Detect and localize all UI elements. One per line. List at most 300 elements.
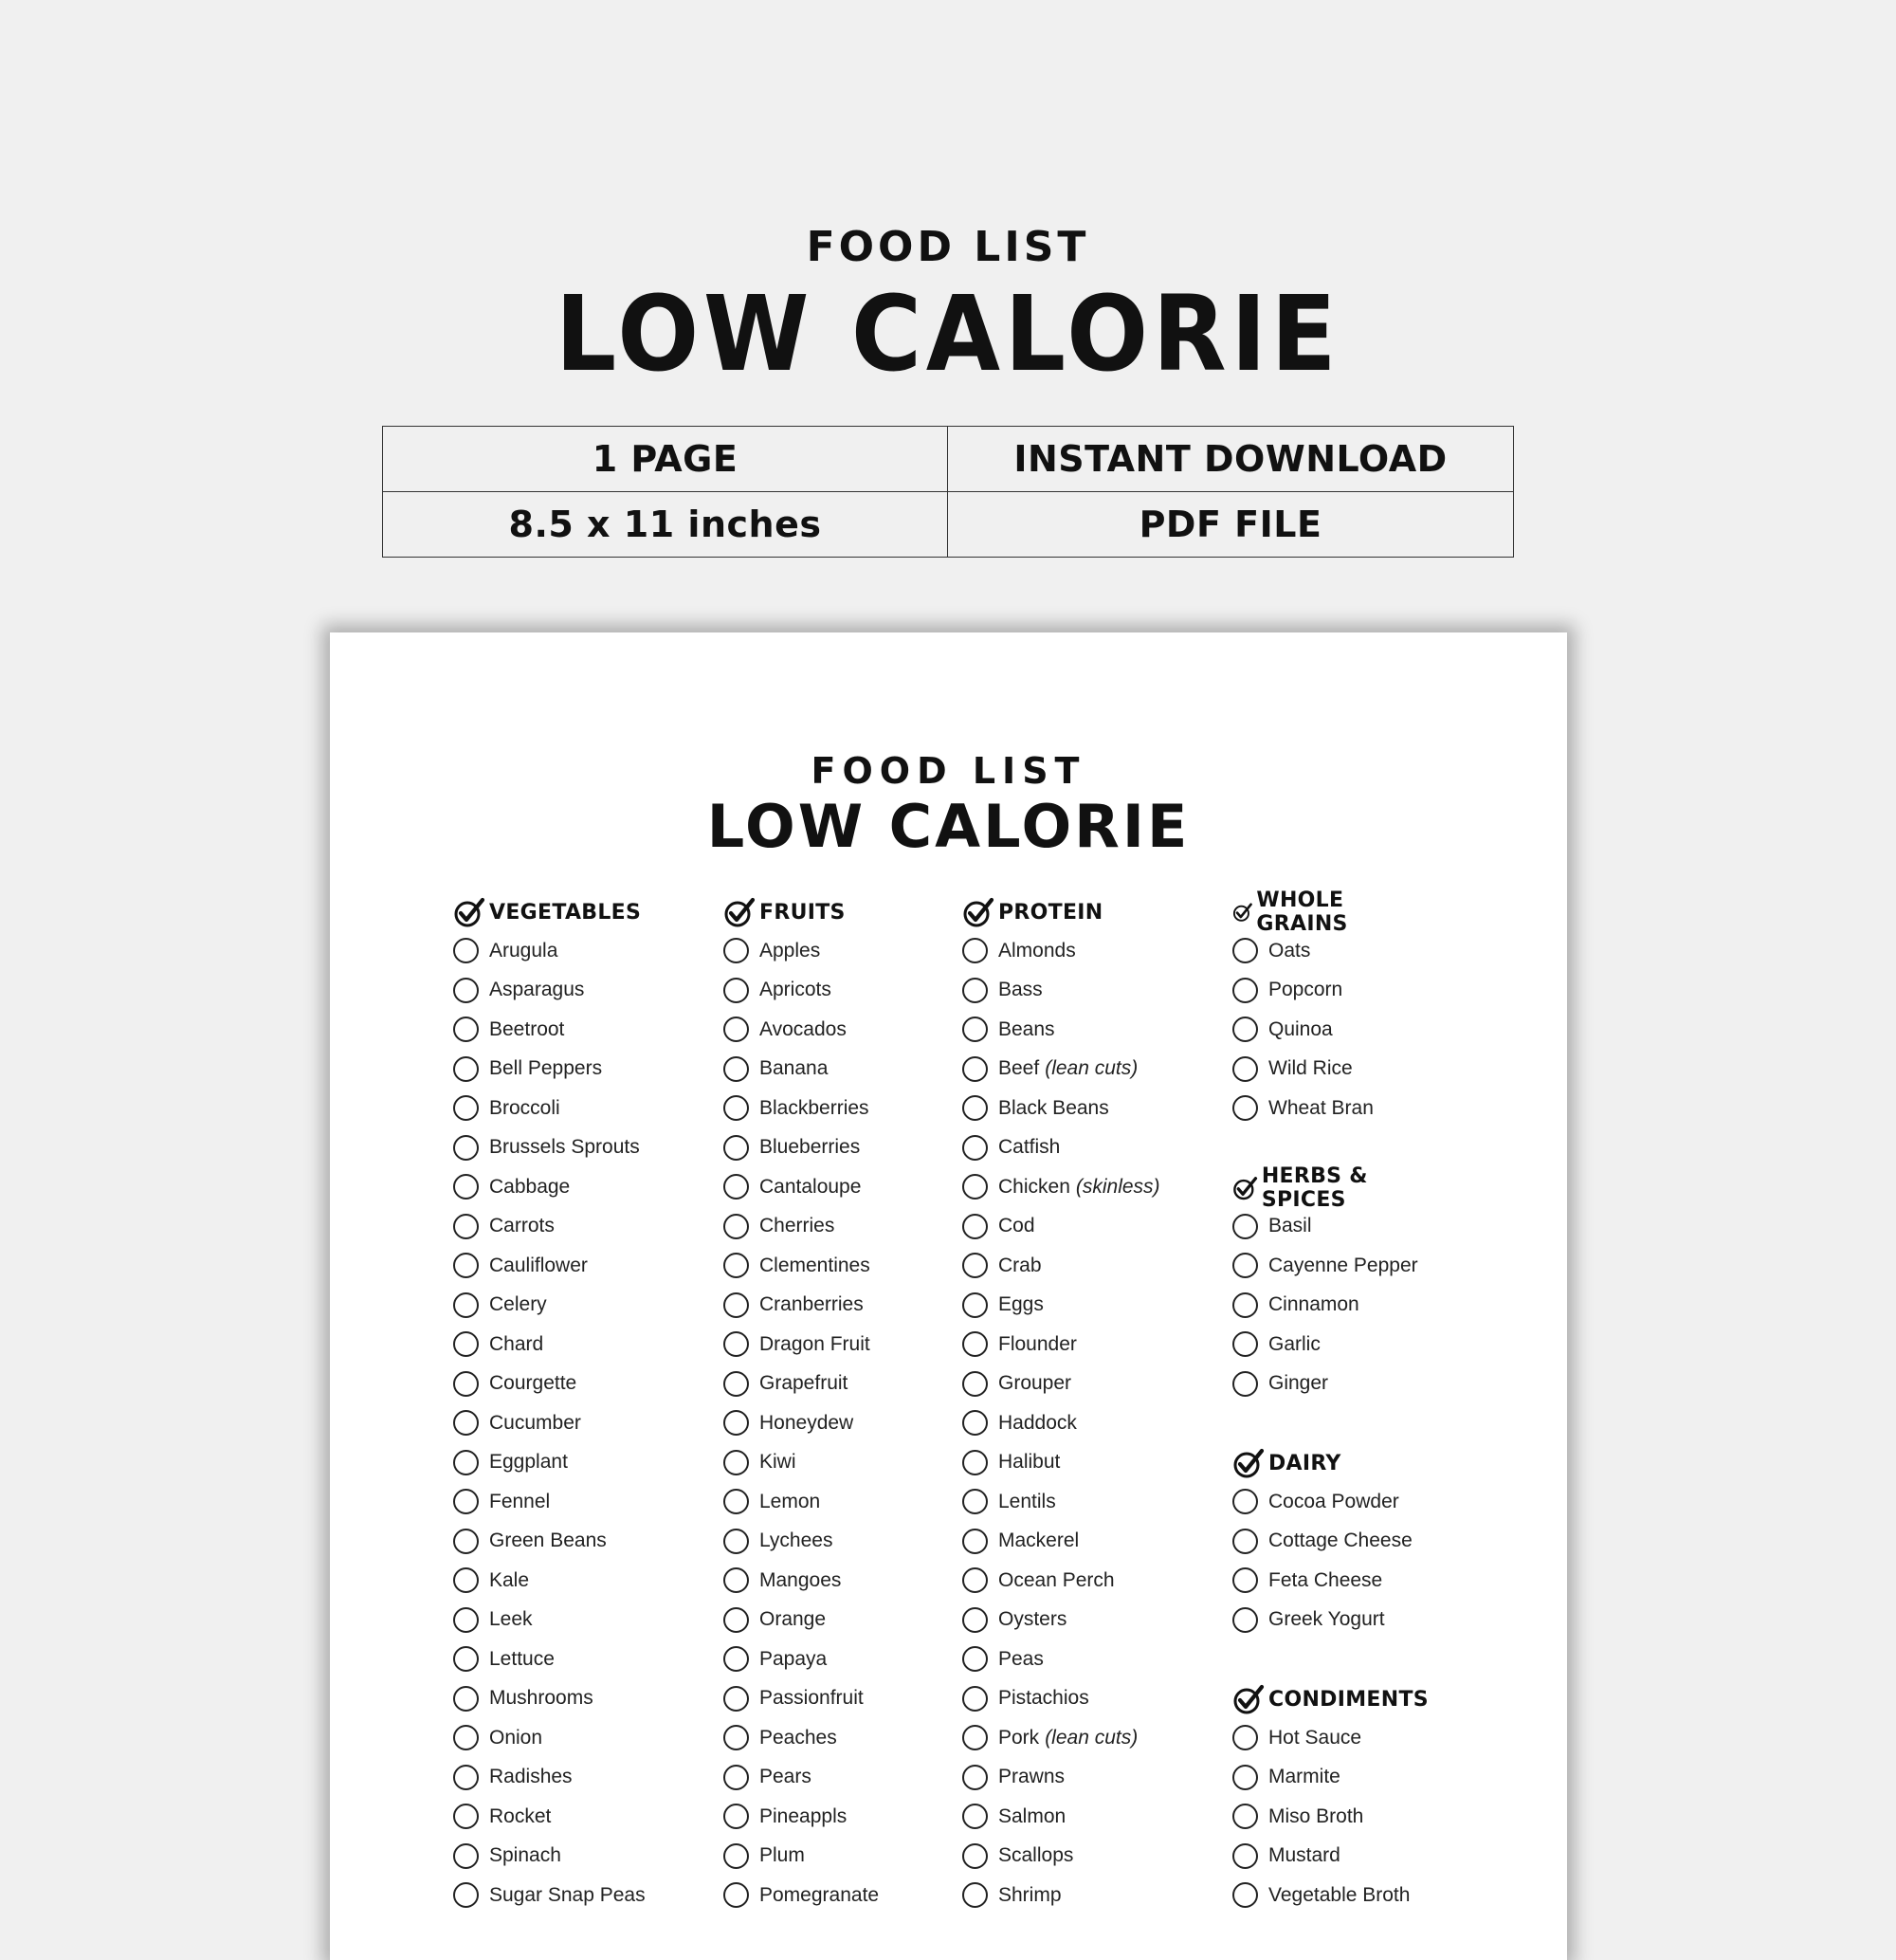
item-label: Orange: [759, 1608, 827, 1631]
info-cell-download: INSTANT DOWNLOAD: [948, 427, 1513, 492]
empty-checkbox-icon[interactable]: [962, 1331, 988, 1357]
item-label: Cod: [998, 1215, 1035, 1237]
checklist-item[interactable]: [453, 1639, 646, 1679]
checklist-item[interactable]: [1232, 1050, 1374, 1090]
empty-checkbox-icon[interactable]: [453, 1489, 479, 1514]
item-label: Mustard: [1268, 1844, 1340, 1867]
section-title: FRUITS: [759, 900, 846, 925]
empty-checkbox-icon[interactable]: [962, 978, 988, 1003]
item-label: Cherries: [759, 1215, 835, 1237]
empty-checkbox-icon[interactable]: [453, 1371, 479, 1397]
empty-checkbox-icon[interactable]: [962, 1292, 988, 1318]
item-label: Pistachios: [998, 1687, 1089, 1710]
checklist-item[interactable]: [723, 1601, 879, 1640]
item-label: Blueberries: [759, 1136, 861, 1159]
section-header: [1232, 888, 1374, 936]
empty-checkbox-icon[interactable]: [453, 1331, 479, 1357]
item-label: Basil: [1268, 1215, 1312, 1237]
item-label: Flounder: [998, 1332, 1077, 1355]
item-label: Pomegranate: [759, 1883, 880, 1906]
checklist-item[interactable]: [1232, 1010, 1374, 1050]
checklist-item[interactable]: [962, 1207, 1160, 1247]
checklist-item[interactable]: [453, 1089, 646, 1128]
item-label: Beans: [998, 1017, 1055, 1040]
checklist-item[interactable]: [453, 1718, 646, 1758]
checklist-item[interactable]: [962, 1876, 1160, 1915]
empty-checkbox-icon[interactable]: [453, 1725, 479, 1750]
empty-checkbox-icon[interactable]: [1232, 1607, 1258, 1633]
checklist-item[interactable]: [723, 1797, 879, 1837]
item-label: Haddock: [998, 1411, 1077, 1434]
checklist-item[interactable]: [723, 1639, 879, 1679]
checklist-item[interactable]: [962, 931, 1160, 971]
empty-checkbox-icon[interactable]: [723, 938, 749, 963]
item-label: Cocoa Powder: [1268, 1490, 1399, 1512]
item-label: Lemon: [759, 1490, 821, 1512]
section-header: [1232, 1163, 1418, 1212]
item-label: Asparagus: [489, 979, 585, 1001]
item-label: Wild Rice: [1268, 1057, 1353, 1080]
checklist-item[interactable]: [1232, 1325, 1418, 1365]
section-whole-grains: [1232, 888, 1374, 1128]
empty-checkbox-icon[interactable]: [723, 1174, 749, 1200]
empty-checkbox-icon[interactable]: [1232, 1095, 1258, 1121]
section-title: HERBS & SPICES: [1261, 1163, 1368, 1212]
checklist-item[interactable]: [1232, 971, 1374, 1011]
empty-checkbox-icon[interactable]: [1232, 1292, 1258, 1318]
checklist-item[interactable]: [723, 1443, 879, 1483]
empty-checkbox-icon[interactable]: [723, 978, 749, 1003]
empty-checkbox-icon[interactable]: [723, 1056, 749, 1082]
checklist-item[interactable]: [962, 971, 1160, 1011]
checklist-item[interactable]: [453, 1365, 646, 1404]
empty-checkbox-icon[interactable]: [962, 1174, 988, 1200]
item-label: Clementines: [759, 1254, 870, 1276]
empty-checkbox-icon[interactable]: [453, 1017, 479, 1042]
item-label: Feta Cheese: [1268, 1568, 1383, 1591]
item-label: Pears: [759, 1766, 811, 1788]
checklist-item[interactable]: [962, 1246, 1160, 1286]
checklist-item[interactable]: [723, 1718, 879, 1758]
checklist-item[interactable]: [723, 1482, 879, 1522]
checklist-item[interactable]: [962, 1718, 1160, 1758]
checklist-item[interactable]: [723, 1837, 879, 1877]
checklist-item[interactable]: [723, 931, 879, 971]
empty-checkbox-icon[interactable]: [723, 1567, 749, 1593]
empty-checkbox-icon[interactable]: [723, 1804, 749, 1829]
item-label: Almonds: [998, 939, 1076, 962]
empty-checkbox-icon[interactable]: [453, 1214, 479, 1239]
checklist-item[interactable]: [453, 1601, 646, 1640]
checklist-item[interactable]: [723, 1207, 879, 1247]
checklist-item[interactable]: [1232, 1837, 1429, 1877]
checklist-item[interactable]: [453, 1443, 646, 1483]
empty-checkbox-icon[interactable]: [453, 1095, 479, 1121]
check-circle-icon: [1232, 1447, 1265, 1479]
item-label: Catfish: [998, 1136, 1061, 1159]
empty-checkbox-icon[interactable]: [723, 1450, 749, 1475]
checklist-item[interactable]: [962, 1482, 1160, 1522]
item-label: Oats: [1268, 939, 1311, 962]
empty-checkbox-icon[interactable]: [1232, 1253, 1258, 1278]
header-kicker: FOOD LIST: [806, 223, 1090, 271]
section-header: [453, 893, 646, 931]
checklist-item[interactable]: [962, 1325, 1160, 1365]
item-label: Grouper: [998, 1372, 1072, 1395]
empty-checkbox-icon[interactable]: [723, 1410, 749, 1436]
section-title: VEGETABLES: [489, 900, 642, 925]
empty-checkbox-icon[interactable]: [1232, 938, 1258, 963]
empty-checkbox-icon[interactable]: [962, 1214, 988, 1239]
section-title: DAIRY: [1268, 1451, 1341, 1475]
empty-checkbox-icon[interactable]: [723, 1489, 749, 1514]
checklist-item[interactable]: [962, 1561, 1160, 1601]
item-label: Spinach: [489, 1844, 561, 1867]
checklist-item[interactable]: [453, 1325, 646, 1365]
checklist-item[interactable]: [1232, 1246, 1418, 1286]
checklist-item[interactable]: [1232, 1522, 1413, 1562]
checklist-item[interactable]: [962, 1758, 1160, 1798]
empty-checkbox-icon[interactable]: [723, 1843, 749, 1869]
empty-checkbox-icon[interactable]: [962, 1843, 988, 1869]
item-label: Ginger: [1268, 1372, 1329, 1395]
section-herbs-spices: [1232, 1163, 1418, 1404]
item-label: Salmon: [998, 1804, 1066, 1827]
checklist-item[interactable]: [962, 1601, 1160, 1640]
checklist-item[interactable]: [453, 1286, 646, 1326]
checklist-item[interactable]: [962, 1443, 1160, 1483]
checklist-item[interactable]: [723, 1128, 879, 1168]
item-label: Kiwi: [759, 1451, 796, 1474]
empty-checkbox-icon[interactable]: [453, 938, 479, 963]
empty-checkbox-icon[interactable]: [723, 1725, 749, 1750]
empty-checkbox-icon[interactable]: [1232, 1056, 1258, 1082]
item-label: Beetroot: [489, 1017, 565, 1040]
checklist-item[interactable]: [962, 1089, 1160, 1128]
checklist-item[interactable]: [453, 1837, 646, 1877]
checklist-item[interactable]: [453, 1167, 646, 1207]
empty-checkbox-icon[interactable]: [1232, 1371, 1258, 1397]
info-cell-pages: 1 PAGE: [383, 427, 948, 492]
checklist-item[interactable]: [453, 1246, 646, 1286]
item-label: Courgette: [489, 1372, 577, 1395]
empty-checkbox-icon[interactable]: [723, 1017, 749, 1042]
checklist-item[interactable]: [962, 1010, 1160, 1050]
checklist-item[interactable]: [1232, 1797, 1429, 1837]
item-label: Blackberries: [759, 1096, 869, 1119]
empty-checkbox-icon[interactable]: [962, 1135, 988, 1161]
checklist-item[interactable]: [723, 1679, 879, 1719]
item-label: Cranberries: [759, 1293, 864, 1316]
item-label: Honeydew: [759, 1411, 854, 1434]
header-title: LOW CALORIE: [555, 273, 1341, 394]
empty-checkbox-icon[interactable]: [962, 938, 988, 963]
item-label: Garlic: [1268, 1332, 1321, 1355]
checklist-item[interactable]: [723, 1246, 879, 1286]
item-label: Apples: [759, 939, 821, 962]
checklist-item[interactable]: [453, 1679, 646, 1719]
checklist-item[interactable]: [723, 1758, 879, 1798]
empty-checkbox-icon[interactable]: [453, 1056, 479, 1082]
item-label: Green Beans: [489, 1530, 607, 1552]
checklist-item[interactable]: [1232, 1718, 1429, 1758]
checklist-item[interactable]: [1232, 1207, 1418, 1247]
checklist-item[interactable]: [723, 1365, 879, 1404]
empty-checkbox-icon[interactable]: [962, 1567, 988, 1593]
checklist-item[interactable]: [962, 1639, 1160, 1679]
checklist-item[interactable]: [1232, 1482, 1413, 1522]
empty-checkbox-icon[interactable]: [1232, 1725, 1258, 1750]
checklist-item[interactable]: [723, 1050, 879, 1090]
item-label: Popcorn: [1268, 979, 1343, 1001]
item-label: Grapefruit: [759, 1372, 848, 1395]
checklist-item[interactable]: [723, 1089, 879, 1128]
item-label: Pineappls: [759, 1804, 848, 1827]
empty-checkbox-icon[interactable]: [723, 1882, 749, 1908]
checklist-item[interactable]: [453, 1207, 646, 1247]
product-info-table: [382, 426, 1514, 558]
empty-checkbox-icon[interactable]: [453, 1135, 479, 1161]
checklist-item[interactable]: [453, 1758, 646, 1798]
checklist-item[interactable]: [1232, 931, 1374, 971]
empty-checkbox-icon[interactable]: [453, 1843, 479, 1869]
item-label: Crab: [998, 1254, 1042, 1276]
item-label: Ocean Perch: [998, 1568, 1115, 1591]
empty-checkbox-icon[interactable]: [453, 1765, 479, 1790]
empty-checkbox-icon[interactable]: [453, 1410, 479, 1436]
checklist-item[interactable]: [962, 1365, 1160, 1404]
checklist-item[interactable]: [453, 931, 646, 971]
empty-checkbox-icon[interactable]: [723, 1331, 749, 1357]
empty-checkbox-icon[interactable]: [962, 1410, 988, 1436]
empty-checkbox-icon[interactable]: [1232, 1017, 1258, 1042]
checklist-item[interactable]: [453, 1522, 646, 1562]
empty-checkbox-icon[interactable]: [723, 1686, 749, 1712]
item-label: Sugar Snap Peas: [489, 1883, 646, 1906]
empty-checkbox-icon[interactable]: [962, 1765, 988, 1790]
item-label: Marmite: [1268, 1766, 1340, 1788]
item-label: Peas: [998, 1647, 1044, 1670]
empty-checkbox-icon[interactable]: [962, 1017, 988, 1042]
checklist-item[interactable]: [962, 1837, 1160, 1877]
item-label: Cucumber: [489, 1411, 581, 1434]
item-label: Mangoes: [759, 1568, 842, 1591]
empty-checkbox-icon[interactable]: [962, 1253, 988, 1278]
empty-checkbox-icon[interactable]: [453, 1174, 479, 1200]
checklist-item[interactable]: [453, 1128, 646, 1168]
empty-checkbox-icon[interactable]: [723, 1095, 749, 1121]
item-label: Onion: [489, 1726, 543, 1749]
empty-checkbox-icon[interactable]: [1232, 1567, 1258, 1593]
empty-checkbox-icon[interactable]: [453, 1567, 479, 1593]
checklist-item[interactable]: [723, 1403, 879, 1443]
checklist-item[interactable]: [453, 1561, 646, 1601]
empty-checkbox-icon[interactable]: [962, 1686, 988, 1712]
item-label: Shrimp: [998, 1883, 1062, 1906]
empty-checkbox-icon[interactable]: [962, 1646, 988, 1672]
empty-checkbox-icon[interactable]: [723, 1292, 749, 1318]
printable-page-preview: [330, 632, 1567, 1960]
item-label: Carrots: [489, 1215, 555, 1237]
checklist-item[interactable]: [962, 1403, 1160, 1443]
item-label: Halibut: [998, 1451, 1061, 1474]
item-label: Oysters: [998, 1608, 1067, 1631]
item-label: Rocket: [489, 1804, 552, 1827]
empty-checkbox-icon[interactable]: [962, 1725, 988, 1750]
empty-checkbox-icon[interactable]: [453, 1292, 479, 1318]
empty-checkbox-icon[interactable]: [453, 1882, 479, 1908]
item-label: Apricots: [759, 979, 831, 1001]
info-cell-format: PDF FILE: [1139, 503, 1322, 545]
empty-checkbox-icon[interactable]: [723, 1371, 749, 1397]
checklist-item[interactable]: [1232, 1758, 1429, 1798]
empty-checkbox-icon[interactable]: [453, 1607, 479, 1633]
checklist-item[interactable]: [1232, 1365, 1418, 1404]
item-label: Scallops: [998, 1844, 1074, 1867]
section-header: [1232, 1680, 1429, 1718]
checklist-item[interactable]: [453, 1010, 646, 1050]
empty-checkbox-icon[interactable]: [453, 978, 479, 1003]
empty-checkbox-icon[interactable]: [453, 1804, 479, 1829]
checklist-item[interactable]: [1232, 1561, 1413, 1601]
item-label: Brussels Sprouts: [489, 1136, 640, 1159]
item-label: Radishes: [489, 1766, 573, 1788]
section-header: [962, 893, 1160, 931]
item-label: Chard: [489, 1332, 544, 1355]
checklist-item[interactable]: [723, 1286, 879, 1326]
item-label: Pork: [998, 1726, 1040, 1749]
checklist-item[interactable]: [453, 1482, 646, 1522]
item-label: Bass: [998, 979, 1043, 1001]
empty-checkbox-icon[interactable]: [723, 1214, 749, 1239]
item-label: Plum: [759, 1844, 805, 1867]
item-label: Fennel: [489, 1490, 551, 1512]
item-label: Chicken: [998, 1175, 1070, 1198]
item-note: (skinless): [1075, 1175, 1160, 1198]
checklist-item[interactable]: [1232, 1286, 1418, 1326]
item-label: Greek Yogurt: [1268, 1608, 1385, 1631]
item-label: Prawns: [998, 1766, 1066, 1788]
check-circle-icon: [1232, 1172, 1258, 1204]
info-cell-size: 8.5 x 11 inches: [383, 492, 948, 558]
checklist-item[interactable]: [723, 1876, 879, 1915]
empty-checkbox-icon[interactable]: [1232, 1489, 1258, 1514]
empty-checkbox-icon[interactable]: [723, 1253, 749, 1278]
empty-checkbox-icon[interactable]: [453, 1450, 479, 1475]
check-circle-icon: [453, 896, 485, 928]
empty-checkbox-icon[interactable]: [723, 1135, 749, 1161]
empty-checkbox-icon[interactable]: [723, 1607, 749, 1633]
empty-checkbox-icon[interactable]: [1232, 978, 1258, 1003]
empty-checkbox-icon[interactable]: [962, 1095, 988, 1121]
empty-checkbox-icon[interactable]: [962, 1804, 988, 1829]
item-label: Dragon Fruit: [759, 1332, 870, 1355]
checklist-item[interactable]: [453, 1797, 646, 1837]
checklist-item[interactable]: [723, 1561, 879, 1601]
empty-checkbox-icon[interactable]: [962, 1529, 988, 1554]
empty-checkbox-icon[interactable]: [453, 1686, 479, 1712]
empty-checkbox-icon[interactable]: [453, 1253, 479, 1278]
item-label: Leek: [489, 1608, 533, 1631]
empty-checkbox-icon[interactable]: [962, 1450, 988, 1475]
item-label: Celery: [489, 1293, 547, 1316]
empty-checkbox-icon[interactable]: [1232, 1765, 1258, 1790]
checklist-item[interactable]: [962, 1128, 1160, 1168]
checklist-item[interactable]: [962, 1522, 1160, 1562]
checklist-item[interactable]: [1232, 1089, 1374, 1128]
checklist-item[interactable]: [723, 1010, 879, 1050]
checklist-item[interactable]: [962, 1286, 1160, 1326]
empty-checkbox-icon[interactable]: [1232, 1529, 1258, 1554]
item-label: Wheat Bran: [1268, 1096, 1374, 1119]
item-label: Quinoa: [1268, 1017, 1333, 1040]
item-label: Lettuce: [489, 1647, 555, 1670]
checklist-item[interactable]: [1232, 1601, 1413, 1640]
item-label: Cinnamon: [1268, 1293, 1359, 1316]
item-label: Black Beans: [998, 1096, 1109, 1119]
checklist-item[interactable]: [723, 971, 879, 1011]
checklist-item[interactable]: [1232, 1876, 1429, 1915]
item-label: Hot Sauce: [1268, 1726, 1362, 1749]
checklist-item[interactable]: [453, 1876, 646, 1915]
checklist-item[interactable]: [453, 971, 646, 1011]
item-label: Kale: [489, 1568, 530, 1591]
empty-checkbox-icon[interactable]: [962, 1371, 988, 1397]
empty-checkbox-icon[interactable]: [1232, 1843, 1258, 1869]
item-label: Cauliflower: [489, 1254, 588, 1276]
check-circle-icon: [962, 896, 994, 928]
item-label: Cantaloupe: [759, 1175, 862, 1198]
item-label: Eggs: [998, 1293, 1044, 1316]
empty-checkbox-icon[interactable]: [1232, 1214, 1258, 1239]
checklist-item[interactable]: [723, 1522, 879, 1562]
item-label: Broccoli: [489, 1096, 560, 1119]
checklist-item[interactable]: [453, 1050, 646, 1090]
empty-checkbox-icon[interactable]: [962, 1882, 988, 1908]
checklist-item[interactable]: [962, 1679, 1160, 1719]
check-circle-icon: [1232, 896, 1252, 928]
item-label: Arugula: [489, 939, 558, 962]
checklist-item[interactable]: [453, 1403, 646, 1443]
checklist-item[interactable]: [962, 1050, 1160, 1090]
empty-checkbox-icon[interactable]: [962, 1056, 988, 1082]
empty-checkbox-icon[interactable]: [453, 1646, 479, 1672]
empty-checkbox-icon[interactable]: [962, 1489, 988, 1514]
item-label: Papaya: [759, 1647, 828, 1670]
empty-checkbox-icon[interactable]: [453, 1529, 479, 1554]
page-kicker: FOOD LIST: [811, 750, 1086, 792]
empty-checkbox-icon[interactable]: [1232, 1804, 1258, 1829]
page-title: LOW CALORIE: [706, 792, 1191, 861]
empty-checkbox-icon[interactable]: [1232, 1331, 1258, 1357]
empty-checkbox-icon[interactable]: [723, 1529, 749, 1554]
section-title: CONDIMENTS: [1268, 1687, 1429, 1712]
item-label: Eggplant: [489, 1451, 568, 1474]
item-label: Lychees: [759, 1530, 833, 1552]
empty-checkbox-icon[interactable]: [723, 1765, 749, 1790]
item-label: Peaches: [759, 1726, 837, 1749]
checklist-item[interactable]: [723, 1167, 879, 1207]
checklist-item[interactable]: [723, 1325, 879, 1365]
item-label: Cottage Cheese: [1268, 1530, 1413, 1552]
checklist-item[interactable]: [962, 1797, 1160, 1837]
section-fruits: [723, 893, 879, 1915]
empty-checkbox-icon[interactable]: [723, 1646, 749, 1672]
empty-checkbox-icon[interactable]: [1232, 1882, 1258, 1908]
empty-checkbox-icon[interactable]: [962, 1607, 988, 1633]
section-dairy: [1232, 1444, 1413, 1639]
checklist-item[interactable]: [962, 1167, 1160, 1207]
